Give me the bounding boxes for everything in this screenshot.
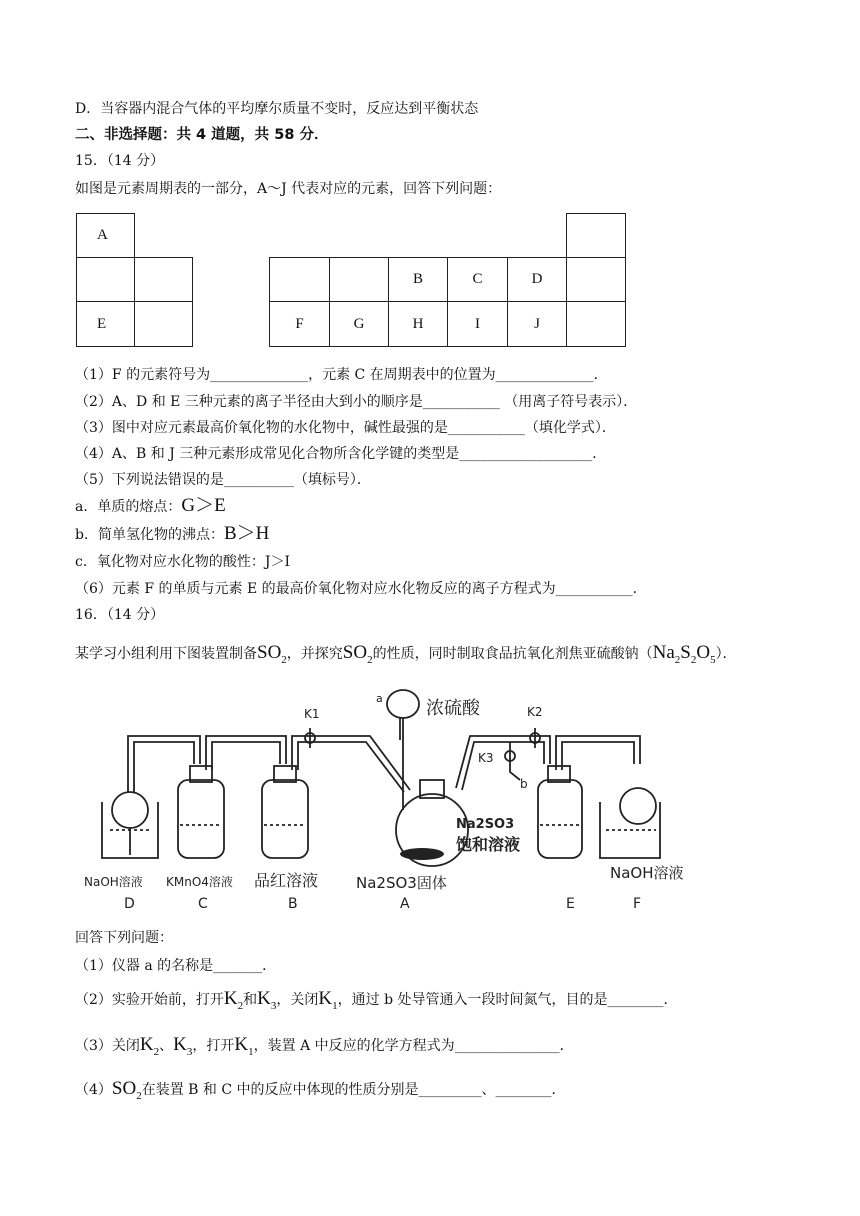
letter-c: C	[198, 896, 208, 912]
cell-g: G	[329, 301, 389, 347]
q15-p6: （6）元素 F 的单质与元素 E 的最高价氧化物对应水化物反应的离子方程式为___________．	[75, 581, 647, 597]
q15-opt-a	[75, 497, 226, 516]
letter-a: A	[400, 896, 410, 912]
q16-answer-prompt: 回答下列问题：	[75, 930, 173, 946]
label-conc-acid: 浓硫酸	[426, 698, 480, 719]
opt-a-formula: G＞E	[181, 495, 226, 516]
q15-p1: （1）F 的元素符号为______________，元素 C 在周期表中的位置为______________．	[75, 367, 608, 383]
formula-k3: $K_3$	[257, 988, 277, 1012]
q15-opt-b	[75, 525, 269, 544]
q15-opt-c: c．氧化物对应水化物的酸性：J＞I	[75, 554, 290, 570]
cell-empty	[566, 257, 626, 302]
q15-p5: （5）下列说法错误的是__________（填标号）．	[75, 472, 371, 488]
opt-b-formula: B＞H	[223, 523, 270, 544]
label-a-solid: Na2SO3固体	[356, 874, 447, 892]
letter-f: F	[633, 896, 642, 912]
cell-empty	[134, 301, 193, 347]
apparatus-diagram	[80, 680, 720, 915]
q16-intro: 某学习小组利用下图装置制备$SO_2$，并探究$SO_2$的性质，同时制取食品抗氧化剂焦亚硫酸钠$(Na_2S_2O_5)$．	[75, 642, 737, 666]
q16-p2: （2）实验开始前，打开$K_2$和$K_3$，关闭$K_1$，通过 b 处导管通入一段时间氮气，目的是________．	[75, 988, 678, 1012]
cell-j: J	[507, 301, 567, 347]
label-c-solution: KMnO4溶液	[166, 875, 233, 889]
formula-k2: $K_2$	[223, 988, 244, 1012]
label-e-solution-1: Na2SO3	[456, 817, 515, 832]
cell-a: A	[76, 213, 135, 258]
cell-b: B	[388, 257, 448, 302]
cell-empty	[566, 213, 626, 258]
formula-so2: $SO_2$	[111, 1078, 142, 1102]
option-d: D．当容器内混合气体的平均摩尔质量不变时，反应达到平衡状态	[75, 101, 479, 117]
label-k2: K2	[527, 705, 543, 719]
formula-k2: $K_2$	[139, 1034, 160, 1058]
q15-intro: 如图是元素周期表的一部分，A～J 代表对应的元素，回答下列问题：	[75, 181, 502, 197]
formula-k1: $K_1$	[318, 988, 338, 1012]
label-e-solution-2: 饱和溶液	[456, 835, 521, 854]
label-a: a	[376, 692, 383, 705]
opt-b-text: b．简单氢化物的沸点：	[75, 527, 224, 543]
cell-empty	[76, 257, 135, 302]
q15-p4: （4）A、B 和 J 三种元素形成常见化合物所含化学键的类型是___________________．	[75, 446, 607, 462]
cell-empty	[269, 257, 330, 302]
cell-i: I	[447, 301, 508, 347]
formula-so2: $SO_2$	[257, 642, 287, 666]
label-k3: K3	[478, 751, 494, 765]
cell-empty	[134, 257, 193, 302]
letter-d: D	[124, 896, 135, 912]
q15-number: 15．（14 分）	[75, 153, 165, 169]
q16-p1: （1）仪器 a 的名称是_______．	[75, 958, 277, 974]
q15-p3: （3）图中对应元素最高价氧化物的水化物中，碱性最强的是___________（填化学式）．	[75, 420, 616, 436]
q16-number: 16．（14 分）	[75, 607, 165, 623]
label-d-solution: NaOH溶液	[84, 875, 143, 889]
section-heading: 二、非选择题：共 4 道题，共 58 分．	[75, 127, 329, 143]
label-b-solution: 品红溶液	[254, 871, 319, 890]
letter-e: E	[566, 896, 575, 912]
label-b: b	[520, 777, 528, 791]
q16-p4: $(4)SO_2$在装置 B 和 C 中的反应中体现的性质分别是_________、________．	[75, 1078, 566, 1102]
opt-a-text: a．单质的熔点：	[75, 499, 182, 515]
cell-d: D	[507, 257, 567, 302]
label-f-solution: NaOH溶液	[610, 864, 684, 882]
cell-e: E	[76, 301, 135, 347]
cell-empty	[566, 301, 626, 347]
q16-p3: （3）关闭$K_2$、$K_3$，打开$K_1$，装置 A 中反应的化学方程式为_______________．	[75, 1034, 574, 1058]
q15-p2: （2）A、D 和 E 三种元素的离子半径由大到小的顺序是___________ （用离子符号表示）．	[75, 394, 638, 410]
cell-empty	[329, 257, 389, 302]
cell-f: F	[269, 301, 330, 347]
formula-na2s2o5: $Na_2S_2O_5$	[652, 642, 716, 666]
cell-c: C	[447, 257, 508, 302]
formula-k3: $K_3$	[173, 1034, 193, 1058]
formula-so2: $SO_2$	[342, 642, 373, 666]
letter-b: B	[288, 896, 298, 912]
label-k1: K1	[304, 707, 320, 721]
formula-k1: $K_1$	[234, 1034, 254, 1058]
cell-h: H	[388, 301, 448, 347]
